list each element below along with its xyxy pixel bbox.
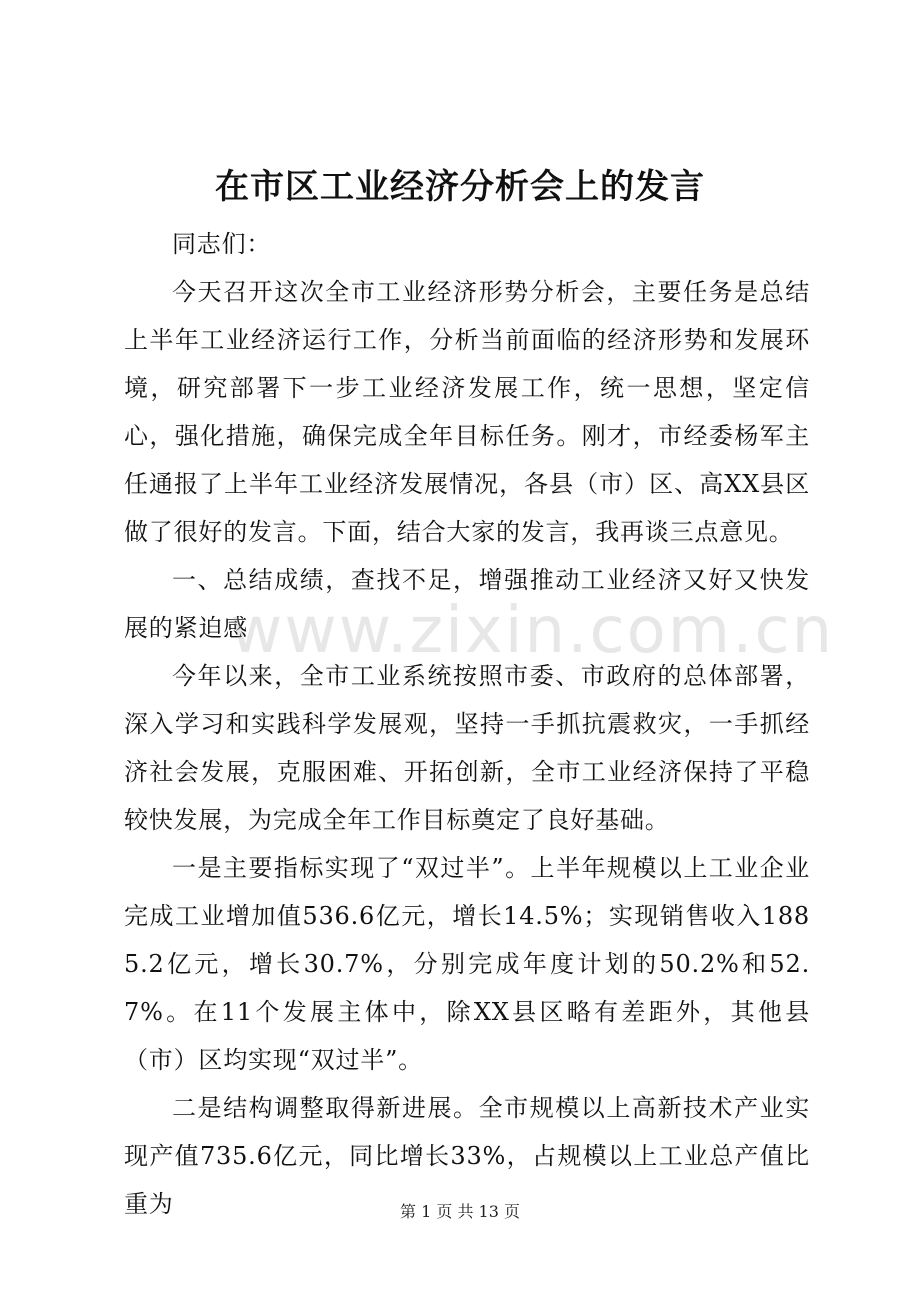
document-body <box>124 220 835 1228</box>
section-heading: 一、总结成绩，查找不足，增强推动工业经济又好又快发展的紧迫感 <box>124 566 810 642</box>
watermark: www.zixin.com.cn <box>230 594 835 668</box>
body-paragraph: 今年以来，全市工业系统按照市委、市政府的总体部署，深入学习和实践科学发展观，坚持一手抓抗震救灾，一手抓经济社会发展，克服困难、开拓创新，全市工业经济保持了平稳较快发展，为完成全年工作目标奠定了良好基础。 <box>124 662 810 834</box>
greeting-paragraph: 同志们： <box>172 230 272 258</box>
body-paragraph: 二是结构调整取得新进展。全市规模以上高新技术产业实现产值735.6亿元，同比增长33%，占规模以上工业总产值比重为 <box>124 1094 810 1218</box>
body-paragraph: 今天召开这次全市工业经济形势分析会，主要任务是总结上半年工业经济运行工作，分析当前面临的经济形势和发展环境，研究部署下一步工业经济发展工作，统一思想，坚定信心，强化措施，确保完成全年目标任务。刚才，市经委杨军主任通报了上半年工业经济发展情况，各县（市）区、高XX县区做了很好的发言。下面，结合大家的发言，我再谈三点意见。 <box>124 278 810 546</box>
page-footer: 第 1 页 共 13 页 <box>400 1202 520 1221</box>
body-paragraph: 一是主要指标实现了“双过半”。上半年规模以上工业企业完成工业增加值536.6亿元，增长14.5%；实现销售收入1885.2亿元，增长30.7%，分别完成年度计划的50.2%和52.7%。在11个发展主体中，除XX县区略有差距外，其他县（市）区均实现“双过半”。 <box>124 854 810 1074</box>
document-title: 在市区工业经济分析会上的发言 <box>215 167 705 207</box>
